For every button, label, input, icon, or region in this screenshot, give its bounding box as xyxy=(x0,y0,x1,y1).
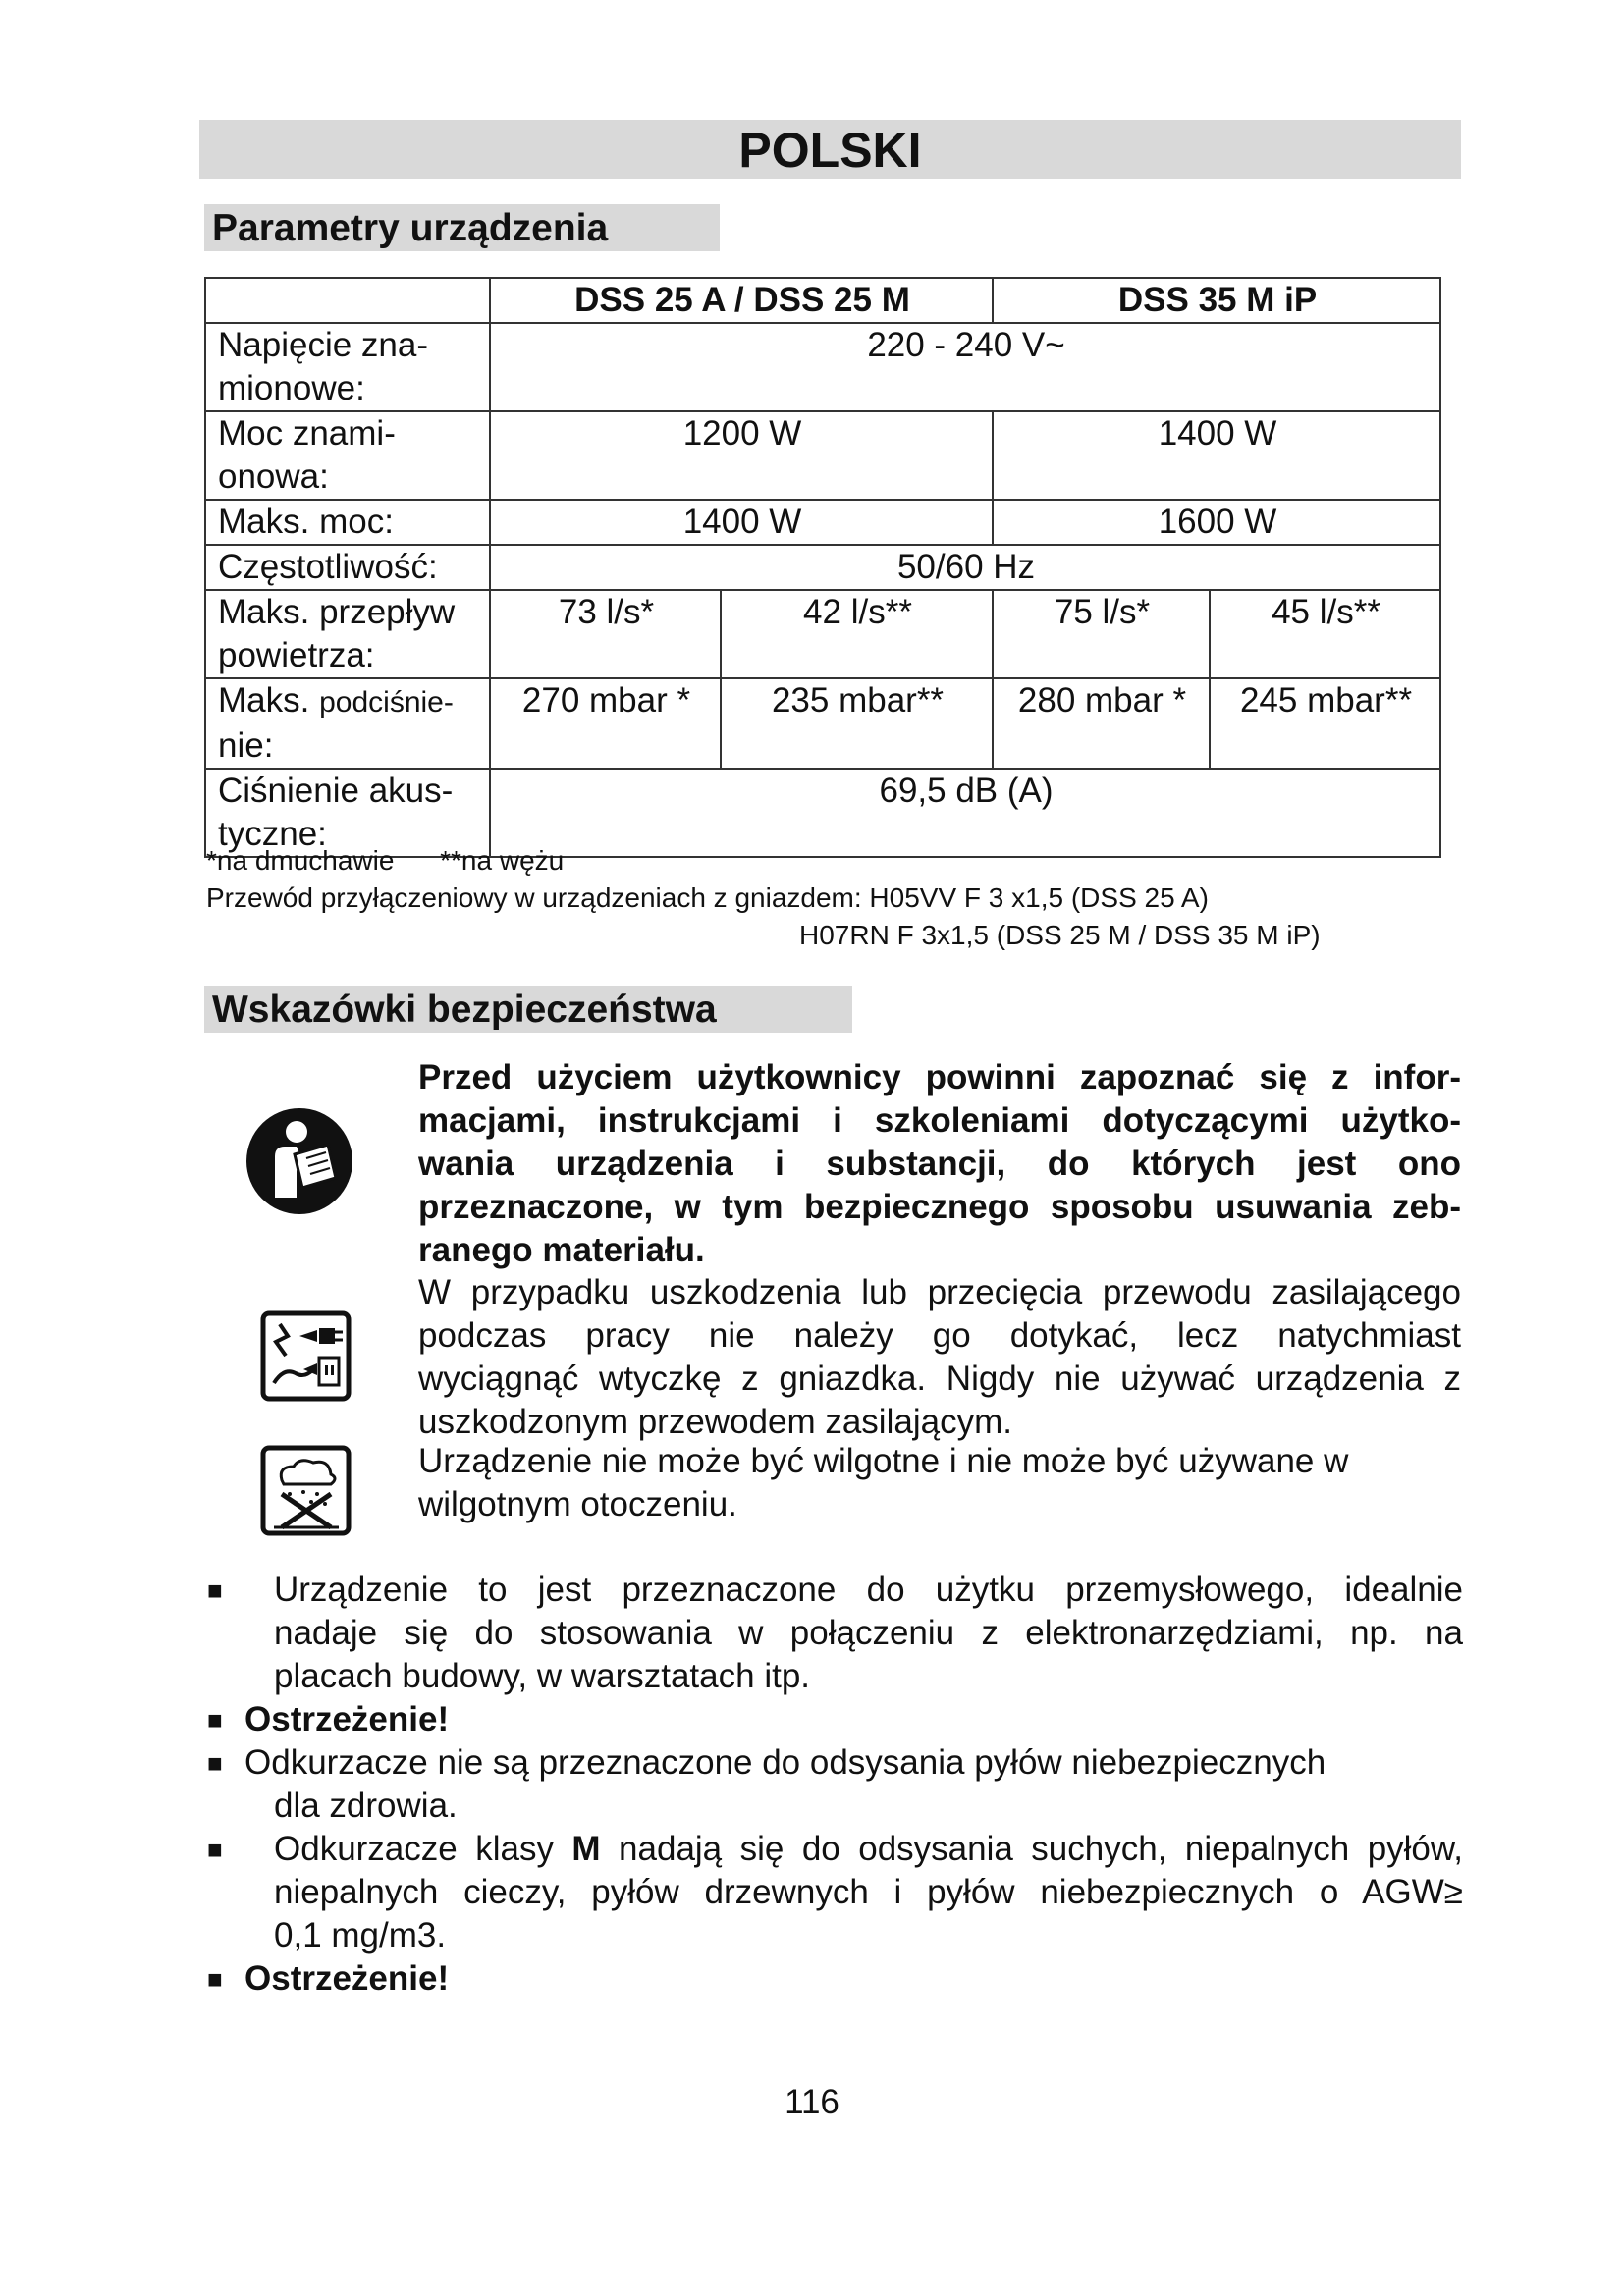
spec-header-model-a: DSS 25 A / DSS 25 M xyxy=(490,278,993,323)
footnote-blower: *na dmuchawie xyxy=(206,845,395,876)
spec-value-airflow-4: 45 l/s** xyxy=(1210,590,1440,678)
cable-spec-line1: Przewód przyłączeniowy w urządzeniach z gniazdem: H05VV F 3 x1,5 (DSS 25 A) xyxy=(206,882,1209,913)
spec-value-rated-power-b: 1400 W xyxy=(993,411,1440,500)
bullet-square-icon: ■ xyxy=(207,1964,223,1994)
spec-row-airflow xyxy=(205,590,1440,678)
spec-label-sound: Ciśnienie akus- tyczne: xyxy=(205,769,490,857)
warning-cable-line: podczas pracy nie należy go dotykać, lecz natychmiast xyxy=(418,1316,1461,1355)
warning-read-line: ranego materiału. xyxy=(418,1231,705,1269)
bullet-text: Odkurzacze klasy M nadają się do odsysania suchych, niepalnych pyłów, xyxy=(274,1830,1463,1868)
spec-header-model-b: DSS 35 M iP xyxy=(993,278,1440,323)
page-number: 116 xyxy=(785,2083,839,2121)
spec-label-voltage: Napięcie zna- mionowe: xyxy=(205,323,490,411)
bullet-warning-1 xyxy=(201,1698,1463,1741)
cable-spec-line2: H07RN F 3x1,5 (DSS 25 M / DSS 35 M iP) xyxy=(799,920,1321,950)
spec-table xyxy=(204,277,1441,858)
bullet-text: dla zdrowia. xyxy=(274,1787,458,1825)
warning-wet-line: Urządzenie nie może być wilgotne i nie może być używane w xyxy=(418,1442,1349,1480)
spec-value-vacuum-1: 270 mbar * xyxy=(490,678,721,769)
spec-value-voltage: 220 - 240 V~ xyxy=(490,323,1440,411)
spec-label-airflow: Maks. przepływ powietrza: xyxy=(205,590,490,678)
spec-row-max-power xyxy=(205,500,1440,545)
bullet-text: niepalnych cieczy, pyłów drzewnych i pyłów niebezpiecznych o AGW≥ xyxy=(274,1873,1463,1911)
bullet-text: Urządzenie to jest przeznaczone do użytku przemysłowego, idealnie xyxy=(274,1571,1463,1609)
spec-value-max-power-a: 1400 W xyxy=(490,500,993,545)
spec-row-frequency xyxy=(205,545,1440,590)
spec-value-max-power-b: 1600 W xyxy=(993,500,1440,545)
spec-value-vacuum-2: 235 mbar** xyxy=(721,678,993,769)
bullet-square-icon: ■ xyxy=(207,1835,223,1864)
spec-value-sound: 69,5 dB (A) xyxy=(490,769,1440,857)
spec-label-rated-power: Moc znami- onowa: xyxy=(205,411,490,500)
language-header: POLSKI xyxy=(199,120,1461,179)
spec-label-max-power: Maks. moc: xyxy=(205,500,490,545)
unplug-cable-icon xyxy=(260,1310,352,1402)
warning-read-line: Przed użyciem użytkownicy powinni zapoznać się z infor- xyxy=(418,1058,1461,1096)
warning-damaged-cable xyxy=(418,1271,1461,1444)
spec-value-vacuum-4: 245 mbar** xyxy=(1210,678,1440,769)
spec-value-airflow-1: 73 l/s* xyxy=(490,590,721,678)
safety-heading: Wskazówki bezpieczeństwa xyxy=(204,986,852,1033)
warning-cable-line: uszkodzonym przewodem zasilającym. xyxy=(418,1403,1012,1441)
bullet-text: Ostrzeżenie! xyxy=(244,1700,450,1738)
spec-label-vacuum: Maks. podciśnie- nie: xyxy=(205,678,490,769)
bullet-text: placach budowy, w warsztatach itp. xyxy=(274,1657,811,1695)
parameters-heading: Parametry urządzenia xyxy=(204,204,720,251)
spec-row-voltage xyxy=(205,323,1440,411)
spec-row-rated-power xyxy=(205,411,1440,500)
warning-wet xyxy=(418,1440,1461,1526)
warning-read-line: przeznaczone, w tym bezpiecznego sposobu usuwania zeb- xyxy=(418,1188,1461,1226)
read-manual-icon xyxy=(245,1107,353,1215)
footnote-hose: **na wężu xyxy=(440,845,565,876)
bullet-text: nadaje się do stosowania w połączeniu z elektronarzędziami, np. na xyxy=(274,1614,1463,1652)
spec-value-airflow-3: 75 l/s* xyxy=(993,590,1210,678)
bullet-text: 0,1 mg/m3. xyxy=(274,1916,447,1954)
warning-cable-line: wyciągnąć wtyczkę z gniazdka. Nigdy nie używać urządzenia z xyxy=(418,1360,1461,1398)
warning-read-line: macjami, instrukcjami i szkoleniami dotyczącymi użytko- xyxy=(418,1101,1461,1140)
warning-cable-line: W przypadku uszkodzenia lub przecięcia przewodu zasilającego xyxy=(418,1273,1461,1311)
bullet-text: Odkurzacze nie są przeznaczone do odsysania pyłów niebezpiecznych xyxy=(244,1743,1326,1782)
bullet-class-m xyxy=(201,1828,1463,1957)
warning-read-line: wania urządzenia i substancji, do których jest ono xyxy=(418,1145,1461,1183)
no-wet-environment-icon xyxy=(260,1445,352,1536)
bullet-hazardous-dust xyxy=(201,1741,1463,1828)
spec-footnotes xyxy=(206,842,1434,954)
bullet-industrial-use xyxy=(201,1569,1463,1698)
spec-header-empty xyxy=(205,278,490,323)
spec-value-vacuum-3: 280 mbar * xyxy=(993,678,1210,769)
bullet-square-icon: ■ xyxy=(207,1705,223,1735)
warning-wet-line: wilgotnym otoczeniu. xyxy=(418,1485,737,1523)
warning-read-instructions xyxy=(418,1056,1461,1272)
spec-value-frequency: 50/60 Hz xyxy=(490,545,1440,590)
bullet-text: Ostrzeżenie! xyxy=(244,1959,450,1998)
spec-label-frequency: Częstotliwość: xyxy=(205,545,490,590)
bullet-warning-2 xyxy=(201,1957,1463,2001)
bullet-square-icon: ■ xyxy=(207,1748,223,1778)
footnote-line xyxy=(206,842,1434,880)
spec-row-vacuum xyxy=(205,678,1440,769)
safety-bullet-list xyxy=(201,1569,1463,2001)
bullet-square-icon: ■ xyxy=(207,1575,223,1605)
spec-value-rated-power-a: 1200 W xyxy=(490,411,993,500)
spec-header-row xyxy=(205,278,1440,323)
spec-value-airflow-2: 42 l/s** xyxy=(721,590,993,678)
